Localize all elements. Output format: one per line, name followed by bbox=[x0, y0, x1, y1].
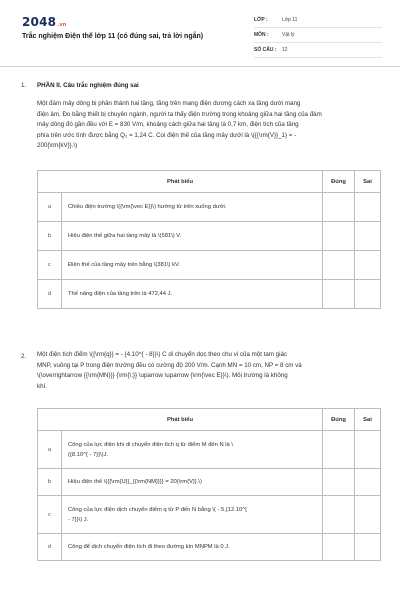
column-header-false: Sai bbox=[355, 171, 381, 193]
logo[interactable] bbox=[22, 15, 67, 29]
section-heading: PHẦN II. Câu trắc nghiệm đúng sai bbox=[37, 82, 139, 89]
statement-text: Công của lực điện khi di chuyển điện tích q từ điểm M đến N là \ bbox=[68, 441, 234, 448]
true-cell[interactable] bbox=[323, 496, 355, 534]
column-header-true: Đúng bbox=[323, 409, 355, 431]
column-header-statement: Phát biểu bbox=[38, 171, 323, 193]
table-row bbox=[38, 280, 381, 309]
question-line: mây dông đó gần đều với E = 830 V/m, khoảng cách giữa hai tầng là 0,7 km, điện tích của tầng bbox=[37, 121, 299, 129]
true-cell[interactable] bbox=[323, 280, 355, 309]
row-label: a bbox=[38, 431, 62, 469]
document-title: Trắc nghiệm Điện thế lớp 11 (có đúng sai, trả lời ngắn) bbox=[22, 33, 204, 40]
statement-cell bbox=[62, 496, 323, 534]
logo-suffix: .vn bbox=[57, 22, 67, 28]
question-number: 1. bbox=[21, 82, 27, 89]
true-cell[interactable] bbox=[323, 469, 355, 496]
question-line: Một điện tích điểm \({\rm{q}} = - {4.10^{ - 8}}\) C di chuyển dọc theo chu vi của một tam giác bbox=[37, 351, 288, 358]
true-cell[interactable] bbox=[323, 431, 355, 469]
answer-table bbox=[37, 170, 381, 309]
table-row bbox=[38, 251, 381, 280]
statement-text: Công để dịch chuyển điện tích đi theo đường kín MNPM là 0 J. bbox=[68, 544, 230, 550]
meta-subject bbox=[254, 29, 382, 43]
meta-label: MÔN : bbox=[254, 32, 269, 38]
page-header bbox=[0, 0, 400, 64]
statement-cell bbox=[62, 280, 323, 309]
column-header-true: Đúng bbox=[323, 171, 355, 193]
table-header-row bbox=[38, 409, 381, 431]
question-line: khí. bbox=[37, 382, 47, 390]
meta-value: Vật lý bbox=[282, 32, 295, 38]
statement-text: ({8.10^{ - 7}}\)J. bbox=[68, 451, 109, 458]
false-cell[interactable] bbox=[355, 469, 381, 496]
question-text bbox=[37, 350, 381, 392]
false-cell[interactable] bbox=[355, 222, 381, 251]
meta-grade bbox=[254, 14, 382, 28]
statement-text: Thế năng điện của tầng trên là 472,44 J. bbox=[68, 291, 173, 297]
false-cell[interactable] bbox=[355, 534, 381, 561]
false-cell[interactable] bbox=[355, 193, 381, 222]
column-header-statement: Phát biểu bbox=[38, 409, 323, 431]
true-cell[interactable] bbox=[323, 534, 355, 561]
answer-table bbox=[37, 408, 381, 561]
row-label: d bbox=[38, 534, 62, 561]
false-cell[interactable] bbox=[355, 496, 381, 534]
question-line: \(\overrightarrow {{\rm{MN}}} {\rm{\;}} \uparrow \uparrow {\rm{\vec E}}\). Môi trường là không bbox=[37, 372, 288, 380]
false-cell[interactable] bbox=[355, 431, 381, 469]
meta-question-count bbox=[254, 44, 382, 58]
statement-text: Hiệu điện thế \({{\rm{U}}_{{\rm{NM}}}} = 20{\rm{V}}.\) bbox=[68, 479, 202, 485]
meta-value: Lớp 11 bbox=[282, 17, 298, 23]
false-cell[interactable] bbox=[355, 251, 381, 280]
statement-cell bbox=[62, 193, 323, 222]
table-row bbox=[38, 222, 381, 251]
question-line: MNP, vuông tại P trong điện trường đều có cường độ 200 V/m. Cạnh MN = 10 cm, NP = 8 cm và bbox=[37, 361, 302, 369]
true-cell[interactable] bbox=[323, 251, 355, 280]
table-row bbox=[38, 193, 381, 222]
table-row bbox=[38, 534, 381, 561]
question-text bbox=[37, 99, 381, 152]
row-label: c bbox=[38, 496, 62, 534]
question-number: 2. bbox=[21, 353, 27, 360]
statement-cell bbox=[62, 469, 323, 496]
statement-text: Hiệu điện thế giữa hai tầng mây là \(581\) V. bbox=[68, 233, 182, 239]
true-cell[interactable] bbox=[323, 222, 355, 251]
meta-value: 12 bbox=[282, 47, 288, 53]
statement-text: Điện thế của tầng mây trên bằng \(381\) kV. bbox=[68, 262, 180, 268]
row-label: b bbox=[38, 469, 62, 496]
header-divider bbox=[0, 66, 400, 67]
table-header-row bbox=[38, 171, 381, 193]
false-cell[interactable] bbox=[355, 280, 381, 309]
table-row bbox=[38, 469, 381, 496]
statement-text: - 7}}\) J. bbox=[68, 516, 89, 523]
row-label: b bbox=[38, 222, 62, 251]
true-cell[interactable] bbox=[323, 193, 355, 222]
row-label: a bbox=[38, 193, 62, 222]
table-row bbox=[38, 431, 381, 469]
logo-text: 2048 bbox=[22, 15, 57, 29]
question-line: điện âm. Đo bằng thiết bị chuyên ngành, người ta thấy điện trường trong khoảng giữa hai tầng của đám bbox=[37, 110, 322, 118]
question-line: 200{\rm{kV}}.\) bbox=[37, 142, 78, 150]
row-label: c bbox=[38, 251, 62, 280]
meta-label: SỐ CÂU : bbox=[254, 47, 277, 53]
statement-cell bbox=[62, 431, 323, 469]
question-line: phía trên ước tính được bằng Q₂ = 1,24 C. Coi điện thế của tầng mây dưới là \({{\rm{V}}_1} = - bbox=[37, 131, 297, 139]
row-label: d bbox=[38, 280, 62, 309]
meta-label: LỚP : bbox=[254, 17, 268, 23]
statement-cell bbox=[62, 222, 323, 251]
statement-cell bbox=[62, 534, 323, 561]
statement-cell bbox=[62, 251, 323, 280]
question-line: Một đám mây dông bị phân thành hai tầng, tầng trên mang điện dương cách xa tầng dưới mang bbox=[37, 100, 301, 107]
statement-text: Công của lực điện dịch chuyển điểm q từ P đến N bằng \( - 5,{12.10^{ bbox=[68, 506, 247, 513]
statement-text: Chiều điện trường \({\rm{\vec E}}\) hướng từ trên xuống dưới. bbox=[68, 204, 227, 210]
table-row bbox=[38, 496, 381, 534]
column-header-false: Sai bbox=[355, 409, 381, 431]
